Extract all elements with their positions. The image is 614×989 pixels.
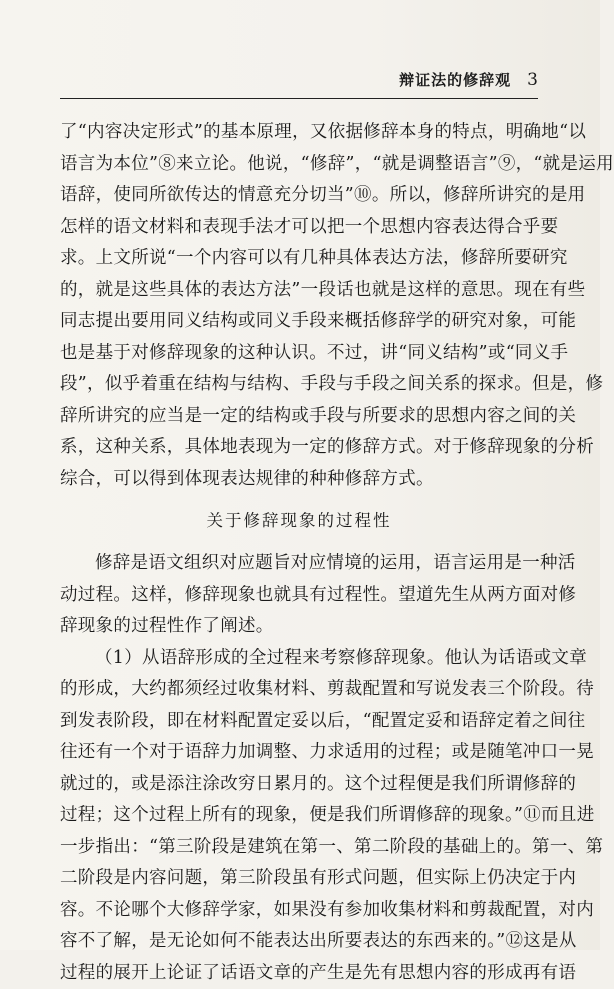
text-line: 的，就是这些具体的表达方法”一段话也就是这样的意思。现在有些 bbox=[60, 275, 538, 307]
text-line: 段”，似乎着重在结构与结构、手段与手段之间关系的探求。但是，修 bbox=[60, 369, 538, 401]
text-line: 修辞是语文组织对应题旨对应情境的运用，语言运用是一种活 bbox=[60, 548, 538, 580]
text-line: 语辞，使同所欲传达的情意充分切当”⑩。所以，修辞所讲究的是用 bbox=[60, 180, 538, 212]
text-line: 综合，可以得到体现表达规律的种种修辞方式。 bbox=[60, 464, 538, 496]
text-line: 辞所讲究的应当是一定的结构或手段与所要求的思想内容之间的关 bbox=[60, 401, 538, 433]
text-line: 一步指出：“第三阶段是建筑在第一、第二阶段的基础上的。第一、第 bbox=[60, 832, 538, 864]
text-line: 过程的展开上论证了话语文章的产生是先有思想内容的形成再有语 bbox=[60, 958, 538, 989]
text-line: 了“内容决定形式”的基本原理，又依据修辞本身的特点，明确地“以 bbox=[60, 117, 538, 149]
text-line: （1）从语辞形成的全过程来考察修辞现象。他认为话语或文章 bbox=[60, 643, 538, 675]
page-number: 3 bbox=[527, 70, 538, 90]
text-line: 容。不论哪个大修辞学家，如果没有参加收集材料和剪裁配置，对内 bbox=[60, 895, 538, 927]
text-line: 的形成，大约都须经过收集材料、剪裁配置和写说发表三个阶段。待 bbox=[60, 674, 538, 706]
text-line: 动过程。这样，修辞现象也就具有过程性。望道先生从两方面对修 bbox=[60, 580, 538, 612]
text-line: 到发表阶段，即在材料配置定妥以后，“配置定妥和语辞定着之间往 bbox=[60, 706, 538, 738]
body-text bbox=[60, 117, 538, 989]
header-title: 辩证法的修辞观 bbox=[399, 69, 511, 90]
text-line: 语言为本位”⑧来立论。他说，“修辞”，“就是调整语言”⑨，“就是运用 bbox=[60, 149, 538, 181]
section-heading: 关于修辞现象的过程性 bbox=[60, 505, 538, 536]
text-line: 同志提出要用同义结构或同义手段来概括修辞学的研究对象，可能 bbox=[60, 306, 538, 338]
text-line: 求。上文所说“一个内容可以有几种具体表达方法，修辞所要研究 bbox=[60, 243, 538, 275]
text-line: 怎样的语文材料和表现手法才可以把一个思想内容表达得合乎要 bbox=[60, 212, 538, 244]
text-line: 系，这种关系，具体地表现为一定的修辞方式。对于修辞现象的分析 bbox=[60, 432, 538, 464]
text-line: 二阶段是内容问题，第三阶段虽有形式问题，但实际上仍决定于内 bbox=[60, 863, 538, 895]
header-rule bbox=[60, 98, 538, 99]
text-line: 也是基于对修辞现象的这种认识。不过，讲“同义结构”或“同义手 bbox=[60, 338, 538, 370]
text-line: 往还有一个对于语辞力加调整、力求适用的过程；或是随笔冲口一晃 bbox=[60, 737, 538, 769]
text-line: 容不了解，是无论如何不能表达出所要表达的东西来的。”⑫这是从 bbox=[60, 926, 538, 958]
running-header bbox=[60, 66, 538, 90]
text-line: 辞现象的过程性作了阐述。 bbox=[60, 611, 538, 643]
text-line: 过程；这个过程上所有的现象，便是我们所谓修辞的现象。”⑪而且进 bbox=[60, 800, 538, 832]
text-line: 就过的，或是添注涂改穷日累月的。这个过程便是我们所谓修辞的 bbox=[60, 769, 538, 801]
